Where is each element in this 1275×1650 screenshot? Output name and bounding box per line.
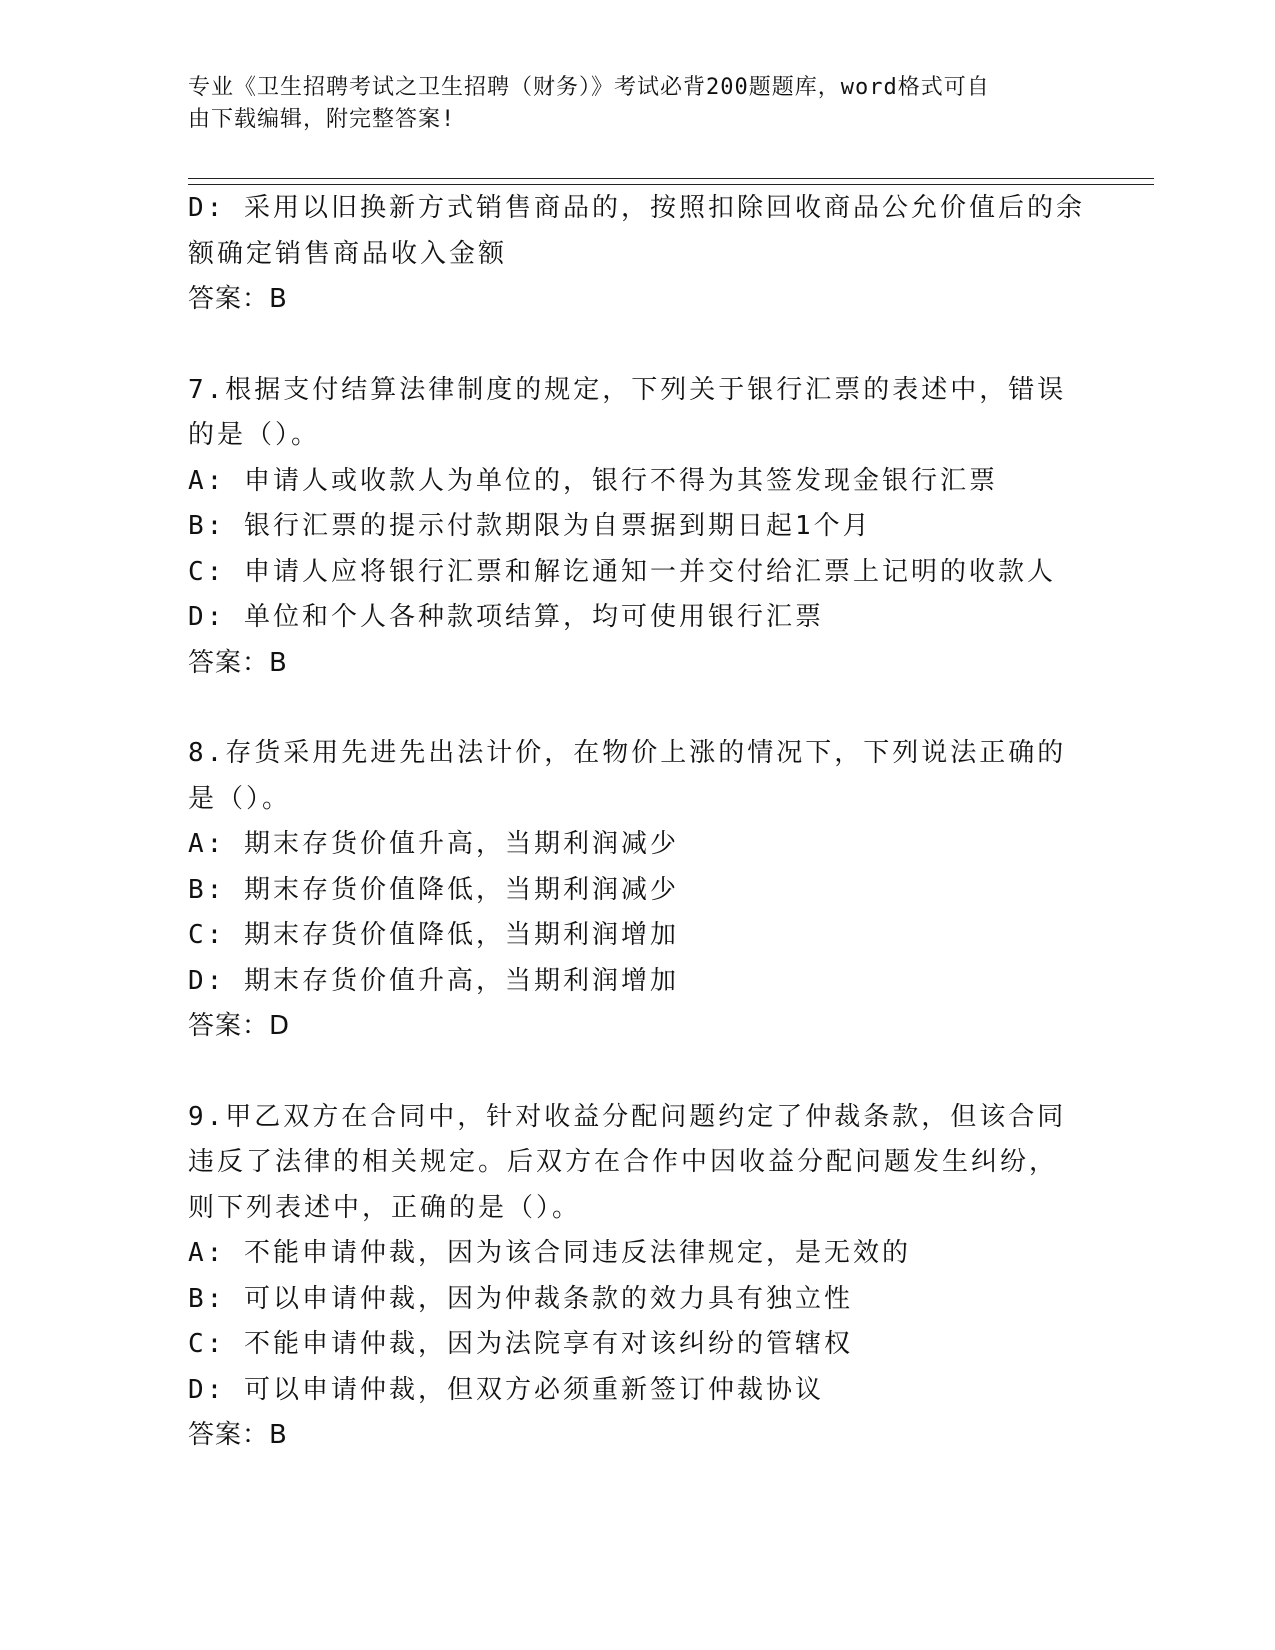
option-c: C: 期末存货价值降低，当期利润增加 — [188, 920, 679, 950]
header-divider — [188, 178, 1154, 185]
option-d: D: 单位和个人各种款项结算，均可使用银行汇票 — [188, 602, 824, 632]
option-c: C: 不能申请仲裁，因为法院享有对该纠纷的管辖权 — [188, 1329, 853, 1359]
question-text-continued: 违反了法律的相关规定。后双方在合作中因收益分配问题发生纠纷， — [188, 1147, 1059, 1177]
question-7 — [188, 368, 1088, 687]
header-line-1: 专业《卫生招聘考试之卫生招聘（财务）》考试必背200题题库，word格式可自 — [188, 75, 990, 100]
option-a: A: 不能申请仲裁，因为该合同违反法律规定，是无效的 — [188, 1238, 911, 1268]
option-b: B: 期末存货价值降低，当期利润减少 — [188, 874, 679, 905]
page-header — [188, 72, 1068, 136]
spacer — [188, 323, 1088, 368]
spacer — [188, 686, 1088, 731]
option-d-continued: 额确定销售商品收入金额 — [188, 238, 508, 269]
question-9 — [188, 1095, 1088, 1459]
header-line-2: 由下载编辑，附完整答案! — [188, 107, 456, 132]
answer: 答案：D — [188, 1011, 291, 1041]
option-b: B: 可以申请仲裁，因为仲裁条款的效力具有独立性 — [188, 1283, 853, 1314]
option-c: C: 申请人应将银行汇票和解讫通知一并交付给汇票上记明的收款人 — [188, 556, 1056, 587]
option-d: D: 采用以旧换新方式销售商品的，按照扣除回收商品公允价值后的余 — [188, 193, 1085, 223]
question-text: 8.存货采用先进先出法计价，在物价上涨的情况下，下列说法正确的 — [188, 738, 1067, 768]
spacer — [188, 1050, 1088, 1095]
question-text-continued: 则下列表述中，正确的是（）。 — [188, 1192, 582, 1223]
question-8 — [188, 731, 1088, 1050]
answer: 答案：B — [188, 284, 288, 314]
answer: 答案：B — [188, 647, 288, 678]
option-a: A: 申请人或收款人为单位的，银行不得为其签发现金银行汇票 — [188, 465, 998, 496]
question-text: 7.根据支付结算法律制度的规定，下列关于银行汇票的表述中，错误 — [188, 374, 1067, 405]
option-d: D: 可以申请仲裁，但双方必须重新签订仲裁协议 — [188, 1374, 824, 1405]
question-text: 9.甲乙双方在合同中，针对收益分配问题约定了仲裁条款，但该合同 — [188, 1101, 1067, 1132]
option-b: B: 银行汇票的提示付款期限为自票据到期日起1个月 — [188, 511, 872, 541]
question-6-tail — [188, 186, 1088, 323]
option-d: D: 期末存货价值升高，当期利润增加 — [188, 965, 679, 996]
document-body — [188, 186, 1088, 1459]
question-text-continued: 的是（）。 — [188, 420, 321, 450]
answer: 答案：B — [188, 1420, 288, 1450]
question-text-continued: 是（）。 — [188, 783, 292, 814]
option-a: A: 期末存货价值升高，当期利润减少 — [188, 829, 679, 859]
